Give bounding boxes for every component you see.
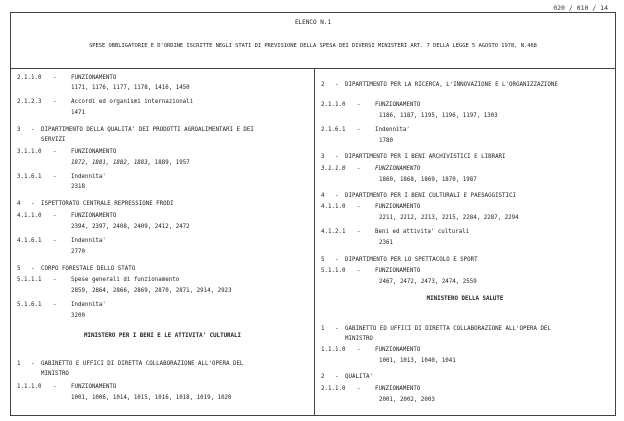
section-heading [321,193,516,199]
item-dash: - [53,277,57,283]
item-values: 2211, 2212, 2213, 2215, 2284, 2287, 2294 [379,215,519,221]
item-label: FUNZIONAMENTO [375,102,421,108]
item-dash: - [53,302,57,308]
item-label: Beni ed attivita' culturali [375,229,470,235]
section-dash: - [335,193,339,199]
item-dash: - [53,238,57,244]
section-title-cont: SERVIZI [41,137,66,143]
ministry-title: MINISTERO PER I BENI E LE ATTIVITA' CULTURALI [83,333,242,339]
list-item [321,386,420,392]
item-dash: - [357,127,361,133]
section-title: DIPARTIMENTO PER I BENI CULTURALI E PAESAGGISTICI [345,193,517,199]
section-title: DIPARTIMENTO PER I BENI ARCHIVISTICI E LIBRARI [345,154,506,160]
list-item [321,127,410,133]
item-values: 2859, 2864, 2866, 2869, 2870, 2871, 2914, 2923 [71,288,232,294]
section-heading [17,266,135,272]
item-code: 5.1.6.1 [17,302,42,308]
section-dash: - [335,257,339,263]
item-dash: - [53,75,57,81]
list-item [321,347,420,353]
section-dash: - [31,361,35,367]
document-header [11,13,615,69]
item-dash: - [53,174,57,180]
section-number: 1 [17,361,21,367]
item-label: FUNZIONAMENTO [375,204,421,210]
ministry-title: MINISTERO DELLA SALUTE [426,296,504,302]
item-values [71,160,190,166]
item-values: 3200 [71,313,85,319]
item-values: 2361 [379,240,393,246]
section-dash: - [335,82,339,88]
item-code: 4.1.6.1 [17,238,42,244]
item-values: 1001, 1006, 1014, 1015, 1016, 1018, 1019, 1020 [71,395,232,401]
item-label: Indennita' [71,238,106,244]
item-code: 4.1.1.0 [17,213,42,219]
item-code: 2.1.2.3 [17,99,42,105]
section-dash: - [335,374,339,380]
list-item [17,302,106,308]
item-code: 4.1.1.0 [321,204,346,210]
page-code: 020 / 010 / 14 [553,4,608,12]
list-item [321,268,420,274]
item-label: FUNZIONAMENTO [71,213,117,219]
item-values: 2318 [71,184,85,190]
section-heading [321,326,551,332]
item-dash: - [357,347,361,353]
item-label: Spese generali di funzionamento [71,277,180,283]
item-code: 3.1.6.1 [17,174,42,180]
list-item [17,277,179,283]
list-item [17,99,193,105]
item-dash: - [53,149,57,155]
section-number: 1 [321,326,325,332]
item-values: 1171, 1176, 1177, 1178, 1416, 1450 [71,85,190,91]
section-number: 5 [17,266,21,272]
item-code: 2.1.6.1 [321,127,346,133]
section-title: GABINETTO E UFFICI DI DIRETTA COLLABORAZIONE ALL'OPERA DEL [41,361,244,367]
section-number: 2 [321,82,325,88]
section-title-cont: MINISTRO [345,336,373,342]
section-heading [321,257,478,263]
section-heading [17,361,243,367]
section-title: ISPETTORATO CENTRALE REPRESSIONE FRODI [41,201,174,207]
section-title: DIPARTIMENTO DELLA QUALITA' DEI PRODOTTI AGROALIMENTARI E DEI [41,127,254,133]
item-dash: - [357,166,361,172]
section-title: GABINETTO ED UFFICI DI DIRETTA COLLABORAZIONE ALL'OPERA DEL [345,326,551,332]
item-code: 4.1.2.1 [321,229,346,235]
item-dash: - [357,204,361,210]
item-dash: - [357,229,361,235]
section-number: 5 [321,257,325,263]
item-label: FUNZIONAMENTO [71,75,117,81]
item-code: 1.1.1.0 [17,384,42,390]
item-values: 1001, 1013, 1040, 1041 [379,358,456,364]
section-title: DIPARTIMENTO PER LO SPETTACOLO E SPORT [345,257,478,263]
section-dash: - [335,154,339,160]
list-item [17,75,116,81]
section-heading [321,82,558,88]
section-heading [17,127,254,133]
list-item [321,102,420,108]
item-label: Indennita' [375,127,410,133]
item-label: Accordi ed organismi internazionali [71,99,194,105]
section-dash: - [335,326,339,332]
item-code: 3.1.1.0 [321,166,346,172]
list-item [17,174,106,180]
section-title-cont: MINISTRO [41,371,69,377]
item-label: Indennita' [71,302,106,308]
document-frame [10,12,616,416]
item-values: 2467, 2472, 2473, 2474, 2559 [379,279,477,285]
section-heading [17,201,174,207]
list-item [17,384,116,390]
section-number: 4 [321,193,325,199]
item-code: 2.1.1.0 [17,75,42,81]
item-label: Indennita' [71,174,106,180]
section-number: 3 [17,127,21,133]
item-values: 2770 [71,249,85,255]
list-item [17,213,116,219]
elenco-title: ELENCO N.1 [294,19,332,26]
item-values: 2001, 2002, 2003 [379,397,435,403]
item-values: 1471 [71,110,85,116]
section-number: 2 [321,374,325,380]
section-title: DIPARTIMENTO PER LA RICERCA, L'INNOVAZIONE E L'ORGANIZZAZIONE [345,82,558,88]
right-column [315,68,615,415]
section-dash: - [31,201,35,207]
item-code: 3.1.1.0 [17,149,42,155]
item-code: 5.1.1.1 [17,277,42,283]
item-label: FUNZIONAMENTO [71,384,117,390]
item-values: 2394, 2397, 2408, 2409, 2412, 2472 [71,224,190,230]
item-label: FUNZIONAMENTO [375,268,421,274]
item-values: 1780 [379,138,393,144]
section-dash: - [31,127,35,133]
section-heading [321,374,373,380]
item-dash: - [53,213,57,219]
section-number: 3 [321,154,325,160]
item-label: FUNZIONAMENTO [71,149,117,155]
item-label: FUNZIONAMENTO [375,386,421,392]
section-title: QUALITA' [345,374,373,380]
item-dash: - [53,384,57,390]
item-code: 1.1.1.0 [321,347,346,353]
item-code: 2.1.1.0 [321,102,346,108]
section-heading [321,154,506,160]
item-dash: - [357,268,361,274]
left-column [11,68,315,415]
item-code: 2.1.1.0 [321,386,346,392]
item-dash: - [357,386,361,392]
elenco-subtitle: SPESE OBBLIGATORIE E D'ORDINE ISCRITTE NEGLI STATI DI PREVISIONE DELLA SPESA DEI DIVERSI MINISTERI ART. 7 DELLA LEGGE 5 AGOSTO 1978, N.468 [89,43,537,49]
list-item [17,238,106,244]
list-item [321,204,420,210]
item-values-rest: 1889, 1957 [154,160,190,166]
item-values: 1186, 1187, 1195, 1196, 1197, 1303 [379,113,498,119]
list-item [17,149,116,155]
item-dash: - [357,102,361,108]
section-title: CORPO FORESTALE DELLO STATO [41,266,136,272]
list-item [321,229,469,235]
item-label: FUNZIONAMENTO [375,166,421,172]
item-values-italic: 1872, 1881, 1882, 1883, [71,160,152,166]
item-values: 1860, 1868, 1869, 1870, 1987 [379,177,477,183]
list-item [321,166,420,172]
section-number: 4 [17,201,21,207]
item-code: 5.1.1.0 [321,268,346,274]
section-dash: - [31,266,35,272]
item-label: FUNZIONAMENTO [375,347,421,353]
item-dash: - [53,99,57,105]
